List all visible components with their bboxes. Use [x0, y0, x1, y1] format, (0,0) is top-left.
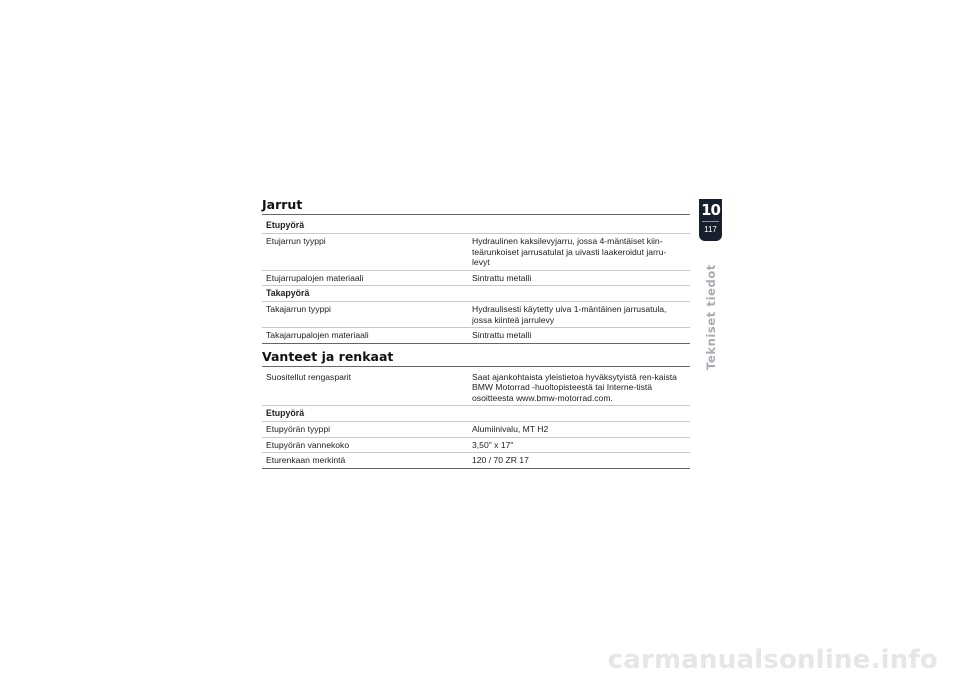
spec-value: Alumiinivalu, MT H2: [472, 424, 549, 434]
table-row: [262, 328, 690, 344]
page-number: 117: [704, 225, 717, 234]
subheading-front-wheel: Etupyörä: [262, 218, 690, 234]
spec-value: Hydraulinen kaksilevyjarru, jossa 4-mäntäiset kiin-teärunkoiset jarrusatulat ja uivasti laakeroidut jarru-levyt: [472, 236, 667, 267]
subheading-front-wheel: Etupyörä: [262, 406, 690, 422]
spec-value: 120 / 70 ZR 17: [472, 455, 529, 465]
table-row: [262, 453, 690, 469]
section-title-wheels-tyres: Vanteet ja renkaat: [262, 348, 394, 364]
spec-label: Etujarrun tyyppi: [266, 236, 326, 246]
subheading-rear-wheel: Takapyörä: [262, 286, 690, 302]
spec-label: Eturenkaan merkintä: [266, 455, 346, 465]
spec-label: Etupyörän vannekoko: [266, 439, 350, 450]
spec-content: [262, 196, 690, 469]
spec-label: Takajarrupalojen materiaali: [266, 330, 369, 340]
table-row: [262, 422, 690, 438]
table-row: [262, 438, 690, 454]
table-row: [262, 370, 690, 407]
spec-label: Suositellut rengasparit: [266, 371, 352, 382]
chapter-number: 10: [701, 201, 720, 219]
table-row: [262, 234, 690, 271]
watermark: carmanualsonline.info: [607, 645, 938, 675]
table-row: [262, 302, 690, 328]
spec-value: 3,50" x 17": [472, 439, 514, 450]
spec-label: Etujarrupalojen materiaali: [266, 272, 364, 283]
spec-value: Hydraulisesti käytetty uiva 1-mäntäinen jarrusatula, jossa kiinteä jarrulevy: [472, 304, 667, 325]
spec-label: Etupyörän tyyppi: [266, 424, 331, 434]
spec-label: Takajarrun tyyppi: [266, 304, 331, 314]
chapter-side-title: Tekniset tiedot: [704, 264, 718, 370]
section-title-brakes: Jarrut: [262, 197, 303, 212]
chapter-tab: [699, 199, 722, 241]
spec-value: Saat ajankohtaista yleistietoa hyväksytyistä ren-kaista BMW Motorrad -huoltopisteestä tai Interne-tistä osoitteesta www.bmw-motorrad.com.: [472, 371, 677, 403]
table-row: [262, 271, 690, 287]
chapter-tab-divider: [702, 221, 719, 222]
spec-value: Sintrattu metalli: [472, 272, 532, 283]
spec-value: Sintrattu metalli: [472, 330, 532, 340]
